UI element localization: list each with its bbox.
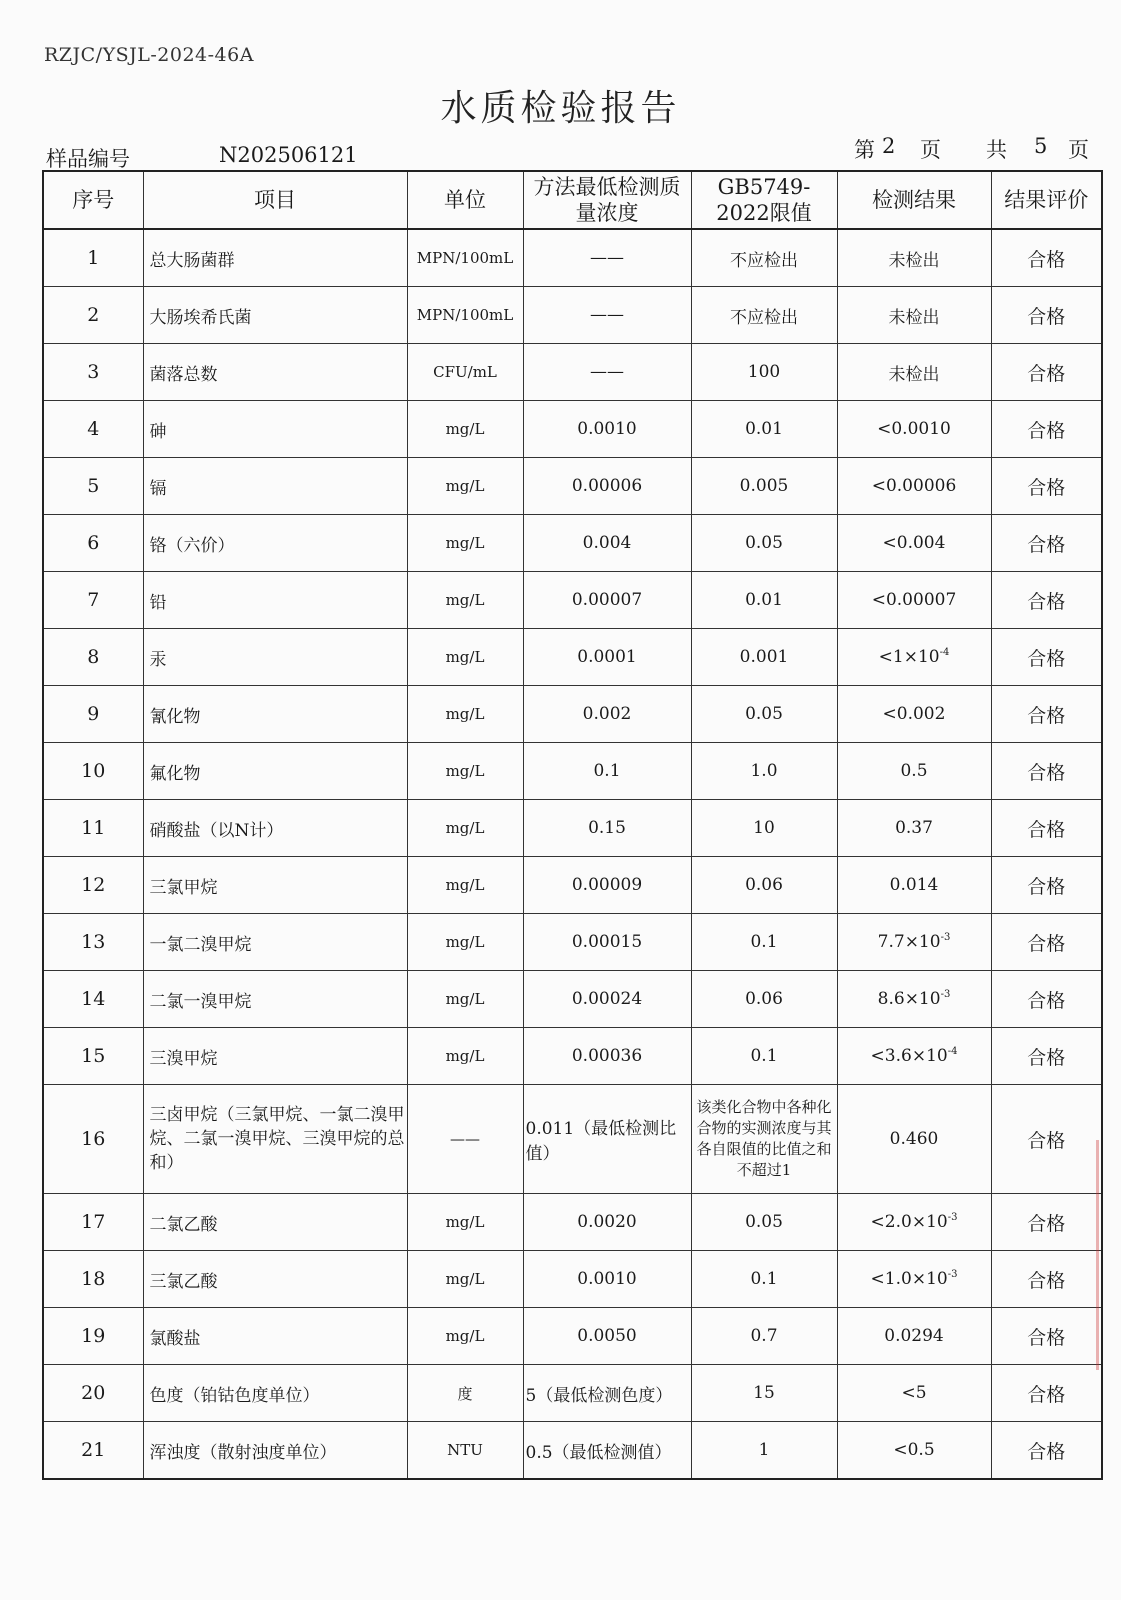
row-eval: 合格 bbox=[991, 743, 1102, 800]
row-eval: 合格 bbox=[991, 1422, 1102, 1480]
row-mdl: —— bbox=[523, 287, 691, 344]
row-limit: 10 bbox=[691, 800, 837, 857]
row-seq: 11 bbox=[43, 800, 143, 857]
row-eval: 合格 bbox=[991, 458, 1102, 515]
row-eval: 合格 bbox=[991, 629, 1102, 686]
row-seq: 18 bbox=[43, 1251, 143, 1308]
row-unit: NTU bbox=[407, 1422, 523, 1480]
result-exponent: -4 bbox=[939, 647, 950, 658]
row-mdl: 0.004 bbox=[523, 515, 691, 572]
table-header-row bbox=[43, 171, 1102, 229]
row-limit: 不应检出 bbox=[691, 229, 837, 287]
row-eval: 合格 bbox=[991, 800, 1102, 857]
row-eval: 合格 bbox=[991, 287, 1102, 344]
row-unit: MPN/100mL bbox=[407, 229, 523, 287]
row-mdl: 0.0050 bbox=[523, 1308, 691, 1365]
result-exponent: -3 bbox=[940, 932, 951, 943]
page-di: 第 bbox=[854, 138, 875, 162]
table-body bbox=[43, 229, 1102, 1479]
row-eval: 合格 bbox=[991, 401, 1102, 458]
row-seq: 19 bbox=[43, 1308, 143, 1365]
row-limit: 0.05 bbox=[691, 686, 837, 743]
row-eval: 合格 bbox=[991, 1194, 1102, 1251]
row-limit: 不应检出 bbox=[691, 287, 837, 344]
row-eval: 合格 bbox=[991, 1251, 1102, 1308]
row-result: <5 bbox=[837, 1365, 991, 1422]
row-limit: 15 bbox=[691, 1365, 837, 1422]
row-item: 二氯乙酸 bbox=[143, 1194, 407, 1251]
row-mdl: 0.00036 bbox=[523, 1028, 691, 1085]
report-title: 水质检验报告 bbox=[440, 88, 681, 129]
row-mdl: 0.5（最低检测值） bbox=[523, 1422, 691, 1480]
result-base: <1.0×10 bbox=[870, 1269, 948, 1289]
row-result: 0.0294 bbox=[837, 1308, 991, 1365]
row-result: 0.460 bbox=[837, 1085, 991, 1194]
row-item: 二氯一溴甲烷 bbox=[143, 971, 407, 1028]
row-seq: 10 bbox=[43, 743, 143, 800]
row-item: 一氯二溴甲烷 bbox=[143, 914, 407, 971]
row-unit: mg/L bbox=[407, 800, 523, 857]
col-header-unit: 单位 bbox=[407, 171, 523, 229]
row-unit: mg/L bbox=[407, 401, 523, 458]
row-unit: mg/L bbox=[407, 515, 523, 572]
row-eval: 合格 bbox=[991, 857, 1102, 914]
row-unit: 度 bbox=[407, 1365, 523, 1422]
row-eval: 合格 bbox=[991, 1308, 1102, 1365]
table-row bbox=[43, 971, 1102, 1028]
row-mdl: 0.00006 bbox=[523, 458, 691, 515]
col-header-result: 检测结果 bbox=[837, 171, 991, 229]
page-ye: 页 bbox=[920, 138, 941, 162]
row-unit: mg/L bbox=[407, 1194, 523, 1251]
row-seq: 20 bbox=[43, 1365, 143, 1422]
row-limit: 0.05 bbox=[691, 1194, 837, 1251]
row-unit: mg/L bbox=[407, 914, 523, 971]
result-exponent: -4 bbox=[947, 1046, 958, 1057]
row-result: 未检出 bbox=[837, 229, 991, 287]
row-item: 浑浊度（散射浊度单位） bbox=[143, 1422, 407, 1480]
page-gong: 共 bbox=[986, 138, 1007, 162]
row-seq: 7 bbox=[43, 572, 143, 629]
row-mdl: 5（最低检测色度） bbox=[523, 1365, 691, 1422]
table-row bbox=[43, 572, 1102, 629]
row-result: 0.014 bbox=[837, 857, 991, 914]
row-eval: 合格 bbox=[991, 686, 1102, 743]
table-row bbox=[43, 1308, 1102, 1365]
row-mdl: 0.00024 bbox=[523, 971, 691, 1028]
table-row bbox=[43, 344, 1102, 401]
row-eval: 合格 bbox=[991, 914, 1102, 971]
result-exponent: -3 bbox=[947, 1212, 958, 1223]
sample-number-row bbox=[46, 143, 358, 173]
row-limit: 0.06 bbox=[691, 971, 837, 1028]
row-unit: mg/L bbox=[407, 572, 523, 629]
page-total: 5 bbox=[1034, 134, 1048, 158]
row-unit: mg/L bbox=[407, 857, 523, 914]
row-mdl: 0.0020 bbox=[523, 1194, 691, 1251]
table-row bbox=[43, 1085, 1102, 1194]
row-limit: 0.005 bbox=[691, 458, 837, 515]
row-unit: mg/L bbox=[407, 629, 523, 686]
row-eval: 合格 bbox=[991, 1085, 1102, 1194]
table-row bbox=[43, 1422, 1102, 1480]
row-result bbox=[837, 629, 991, 686]
row-seq: 6 bbox=[43, 515, 143, 572]
row-seq: 2 bbox=[43, 287, 143, 344]
results-table bbox=[42, 170, 1103, 1480]
row-mdl: 0.00007 bbox=[523, 572, 691, 629]
row-mdl: 0.1 bbox=[523, 743, 691, 800]
col-header-limit: GB5749-2022限值 bbox=[691, 171, 837, 229]
row-limit: 1.0 bbox=[691, 743, 837, 800]
row-result: <0.002 bbox=[837, 686, 991, 743]
row-limit: 该类化合物中各种化合物的实测浓度与其各自限值的比值之和不超过1 bbox=[691, 1085, 837, 1194]
row-result: <0.00007 bbox=[837, 572, 991, 629]
table-row bbox=[43, 1365, 1102, 1422]
row-seq: 21 bbox=[43, 1422, 143, 1480]
row-item: 硝酸盐（以N计） bbox=[143, 800, 407, 857]
row-limit: 0.1 bbox=[691, 1251, 837, 1308]
row-seq: 14 bbox=[43, 971, 143, 1028]
row-limit: 0.01 bbox=[691, 401, 837, 458]
row-seq: 5 bbox=[43, 458, 143, 515]
row-result: 未检出 bbox=[837, 287, 991, 344]
table-row bbox=[43, 1251, 1102, 1308]
row-seq: 4 bbox=[43, 401, 143, 458]
row-item: 汞 bbox=[143, 629, 407, 686]
row-mdl: 0.00009 bbox=[523, 857, 691, 914]
row-unit: —— bbox=[407, 1085, 523, 1194]
row-limit: 0.001 bbox=[691, 629, 837, 686]
result-base: <1×10 bbox=[878, 647, 940, 667]
row-result bbox=[837, 971, 991, 1028]
row-eval: 合格 bbox=[991, 572, 1102, 629]
table-row bbox=[43, 401, 1102, 458]
row-item: 镉 bbox=[143, 458, 407, 515]
row-result: 未检出 bbox=[837, 344, 991, 401]
row-item: 总大肠菌群 bbox=[143, 229, 407, 287]
row-unit: CFU/mL bbox=[407, 344, 523, 401]
row-item: 三卤甲烷（三氯甲烷、一氯二溴甲烷、二氯一溴甲烷、三溴甲烷的总和） bbox=[143, 1085, 407, 1194]
sample-number-value: N202506121 bbox=[219, 143, 358, 167]
row-mdl: —— bbox=[523, 344, 691, 401]
table-row bbox=[43, 629, 1102, 686]
row-result bbox=[837, 914, 991, 971]
row-eval: 合格 bbox=[991, 971, 1102, 1028]
table-row bbox=[43, 229, 1102, 287]
row-mdl: —— bbox=[523, 229, 691, 287]
row-unit: MPN/100mL bbox=[407, 287, 523, 344]
row-seq: 16 bbox=[43, 1085, 143, 1194]
row-result: 0.5 bbox=[837, 743, 991, 800]
row-item: 菌落总数 bbox=[143, 344, 407, 401]
table-row bbox=[43, 800, 1102, 857]
col-header-eval: 结果评价 bbox=[991, 171, 1102, 229]
stamp-edge bbox=[1096, 1140, 1121, 1370]
row-seq: 13 bbox=[43, 914, 143, 971]
result-base: <2.0×10 bbox=[870, 1212, 948, 1232]
row-limit: 100 bbox=[691, 344, 837, 401]
row-item: 铬（六价） bbox=[143, 515, 407, 572]
row-limit: 1 bbox=[691, 1422, 837, 1480]
row-item: 铅 bbox=[143, 572, 407, 629]
sample-number-label: 样品编号 bbox=[46, 147, 130, 171]
row-eval: 合格 bbox=[991, 344, 1102, 401]
row-mdl: 0.011（最低检测比值） bbox=[523, 1085, 691, 1194]
table-row bbox=[43, 1028, 1102, 1085]
row-item: 三氯甲烷 bbox=[143, 857, 407, 914]
row-result: <0.5 bbox=[837, 1422, 991, 1480]
result-base: 8.6×10 bbox=[877, 989, 941, 1009]
row-mdl: 0.0001 bbox=[523, 629, 691, 686]
row-result bbox=[837, 1194, 991, 1251]
result-base: <3.6×10 bbox=[870, 1046, 948, 1066]
row-limit: 0.01 bbox=[691, 572, 837, 629]
table-row bbox=[43, 287, 1102, 344]
result-exponent: -3 bbox=[940, 989, 951, 1000]
row-item: 大肠埃希氏菌 bbox=[143, 287, 407, 344]
row-result bbox=[837, 1028, 991, 1085]
result-base: 7.7×10 bbox=[877, 932, 941, 952]
row-eval: 合格 bbox=[991, 1365, 1102, 1422]
col-header-item: 项目 bbox=[143, 171, 407, 229]
row-eval: 合格 bbox=[991, 515, 1102, 572]
row-unit: mg/L bbox=[407, 1308, 523, 1365]
row-item: 氯酸盐 bbox=[143, 1308, 407, 1365]
row-result: <0.00006 bbox=[837, 458, 991, 515]
row-mdl: 0.00015 bbox=[523, 914, 691, 971]
row-item: 氟化物 bbox=[143, 743, 407, 800]
row-unit: mg/L bbox=[407, 971, 523, 1028]
row-unit: mg/L bbox=[407, 1251, 523, 1308]
row-result: <0.0010 bbox=[837, 401, 991, 458]
row-item: 氰化物 bbox=[143, 686, 407, 743]
row-unit: mg/L bbox=[407, 686, 523, 743]
row-item: 三溴甲烷 bbox=[143, 1028, 407, 1085]
row-limit: 0.05 bbox=[691, 515, 837, 572]
row-seq: 3 bbox=[43, 344, 143, 401]
table-row bbox=[43, 458, 1102, 515]
table-row bbox=[43, 743, 1102, 800]
row-result: <0.004 bbox=[837, 515, 991, 572]
page-current: 2 bbox=[882, 134, 896, 158]
col-header-seq: 序号 bbox=[43, 171, 143, 229]
row-mdl: 0.15 bbox=[523, 800, 691, 857]
row-item: 色度（铂钴色度单位） bbox=[143, 1365, 407, 1422]
row-seq: 15 bbox=[43, 1028, 143, 1085]
row-limit: 0.06 bbox=[691, 857, 837, 914]
result-exponent: -3 bbox=[947, 1269, 958, 1280]
col-header-mdl: 方法最低检测质量浓度 bbox=[523, 171, 691, 229]
row-eval: 合格 bbox=[991, 1028, 1102, 1085]
row-mdl: 0.002 bbox=[523, 686, 691, 743]
row-unit: mg/L bbox=[407, 458, 523, 515]
table-row bbox=[43, 515, 1102, 572]
row-unit: mg/L bbox=[407, 1028, 523, 1085]
row-seq: 9 bbox=[43, 686, 143, 743]
row-limit: 0.1 bbox=[691, 1028, 837, 1085]
row-item: 三氯乙酸 bbox=[143, 1251, 407, 1308]
row-seq: 17 bbox=[43, 1194, 143, 1251]
row-mdl: 0.0010 bbox=[523, 401, 691, 458]
row-unit: mg/L bbox=[407, 743, 523, 800]
table-row bbox=[43, 857, 1102, 914]
page-ye-2: 页 bbox=[1068, 138, 1089, 162]
table-row bbox=[43, 1194, 1102, 1251]
table-row bbox=[43, 914, 1102, 971]
row-seq: 8 bbox=[43, 629, 143, 686]
row-result bbox=[837, 1251, 991, 1308]
row-item: 砷 bbox=[143, 401, 407, 458]
table-row bbox=[43, 686, 1102, 743]
row-seq: 1 bbox=[43, 229, 143, 287]
document-code: RZJC/YSJL-2024-46A bbox=[44, 44, 254, 66]
row-eval: 合格 bbox=[991, 229, 1102, 287]
row-limit: 0.7 bbox=[691, 1308, 837, 1365]
row-limit: 0.1 bbox=[691, 914, 837, 971]
row-seq: 12 bbox=[43, 857, 143, 914]
row-result: 0.37 bbox=[837, 800, 991, 857]
row-mdl: 0.0010 bbox=[523, 1251, 691, 1308]
